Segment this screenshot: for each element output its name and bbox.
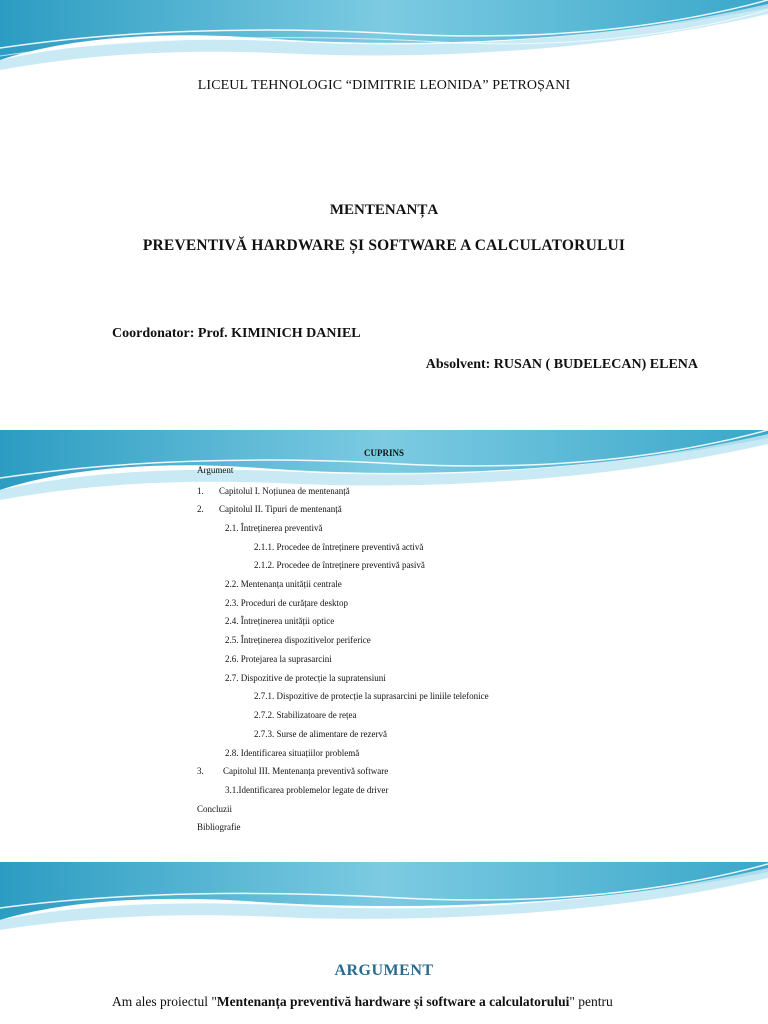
toc-item: Argument	[197, 465, 234, 475]
toc-item: 2.2. Mentenanța unității centrale	[225, 579, 342, 589]
school-name: LICEUL TEHNOLOGIC “DIMITRIE LEONIDA” PETROȘANI	[197, 78, 571, 93]
toc-item: 2.1.2. Procedee de întreținere preventivă pasivă	[254, 560, 425, 570]
argument-text	[112, 994, 722, 1010]
toc-item: 3.1.Identificarea problemelor legate de driver	[225, 785, 389, 795]
toc-item: 2.6. Protejarea la suprasarcini	[225, 654, 332, 664]
wave-header-decoration	[0, 0, 768, 80]
toc-item: 2.4. Întreținerea unității optice	[225, 616, 335, 626]
argument-text-start: Am ales proiectul "	[112, 994, 217, 1009]
argument-text-end: " pentru	[569, 994, 613, 1009]
slide-argument	[0, 862, 768, 1024]
slide-table-of-contents	[0, 430, 768, 858]
toc-item: Concluzii	[197, 804, 232, 814]
wave-header-decoration	[0, 862, 768, 932]
toc-item: 2.8. Identificarea situațiilor problemă	[225, 748, 360, 758]
toc-item: Capitolul III. Mentenanța preventivă software	[223, 766, 389, 776]
title-line-2: PREVENTIVĂ HARDWARE ȘI SOFTWARE A CALCULATORULUI	[142, 237, 626, 254]
argument-title: ARGUMENT	[334, 962, 434, 979]
coordinator: Coordonator: Prof. KIMINICH DANIEL	[112, 326, 361, 341]
toc-item: 2.1.1. Procedee de întreținere preventivă activă	[254, 542, 424, 552]
toc-item: 2.3. Proceduri de curățare desktop	[225, 598, 348, 608]
argument-text-bold: Mentenanța preventivă hardware și software a calculatorului	[216, 994, 570, 1009]
toc-item: Capitolul I. Noțiunea de mentenanță	[219, 486, 350, 496]
toc-item-number: 1.	[197, 486, 204, 496]
toc-item: 2.7. Dispozitive de protecție la supratensiuni	[225, 673, 386, 683]
toc-item-number: 2.	[197, 504, 204, 514]
toc-item: 2.1. Întreținerea preventivă	[225, 523, 323, 533]
toc-title: CUPRINS	[363, 448, 404, 458]
toc-item: Capitolul II. Tipuri de mentenanță	[219, 504, 342, 514]
toc-item: Bibliografie	[197, 822, 241, 832]
toc-item: 2.5. Întreținerea dispozitivelor periferice	[225, 635, 371, 645]
toc-item-number: 3.	[197, 766, 204, 776]
toc-list	[0, 430, 768, 858]
title-line-1: MENTENANȚA	[329, 202, 439, 218]
toc-item: 2.7.3. Surse de alimentare de rezervă	[254, 729, 387, 739]
slide-title	[0, 0, 768, 428]
graduate: Absolvent: RUSAN ( BUDELECAN) ELENA	[425, 357, 698, 372]
toc-item: 2.7.2. Stabilizatoare de rețea	[254, 710, 357, 720]
toc-item: 2.7.1. Dispozitive de protecție la suprasarcini pe liniile telefonice	[254, 691, 489, 701]
